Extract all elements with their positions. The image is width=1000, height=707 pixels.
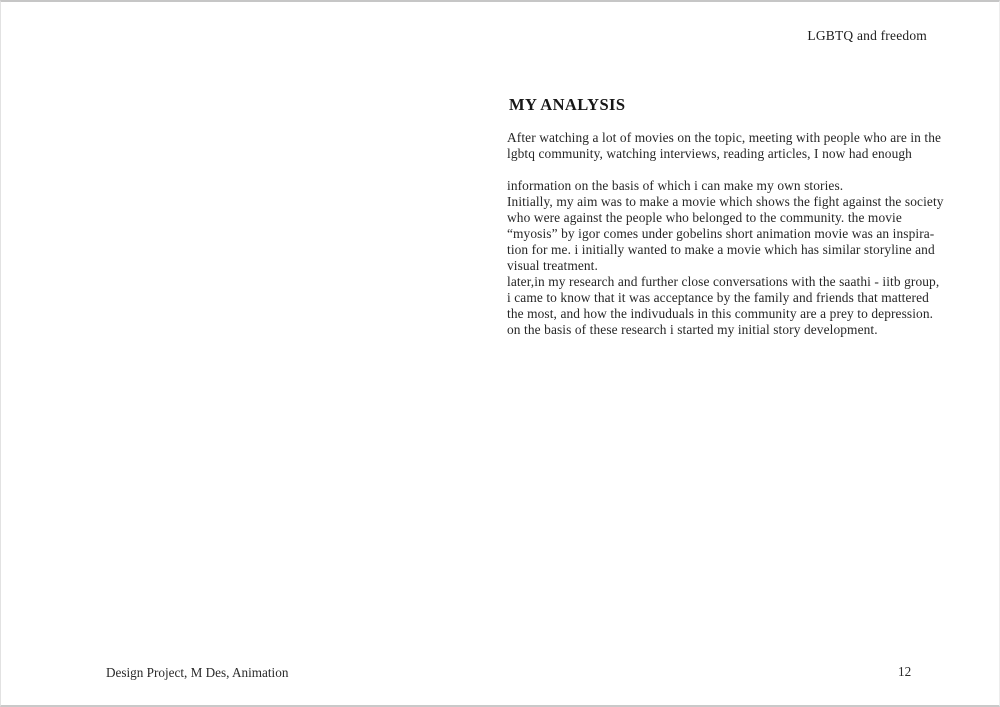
page-title: MY ANALYSIS	[509, 95, 626, 114]
body-text-line: on the basis of these research i started my initial story development.	[507, 322, 878, 337]
body-text-line: visual treatment.	[507, 258, 598, 273]
footer-project-label: Design Project, M Des, Animation	[106, 665, 289, 680]
body-text-line: who were against the people who belonged to the community. the movie	[507, 210, 902, 225]
body-text-line: i came to know that it was acceptance by the family and friends that mattered	[507, 290, 929, 305]
body-text-line: information on the basis of which i can make my own stories.	[507, 178, 844, 193]
body-text-line: lgbtq community, watching interviews, reading articles, I now had enough	[507, 146, 912, 161]
body-text-line: Initially, my aim was to make a movie which shows the fight against the society	[507, 194, 944, 209]
body-text-line: “myosis” by igor comes under gobelins short animation movie was an inspira-	[507, 226, 935, 241]
body-text-line: later,in my research and further close conversations with the saathi - iitb group,	[507, 274, 940, 289]
body-text-line: tion for me. i initially wanted to make a movie which has similar storyline and	[507, 242, 935, 257]
body-text	[507, 130, 944, 338]
body-text-line	[507, 162, 939, 178]
page-number: 12	[898, 664, 912, 679]
body-text-line: the most, and how the indivuduals in this community are a prey to depression.	[507, 306, 934, 321]
running-header: LGBTQ and freedom	[807, 28, 927, 43]
body-text-line: After watching a lot of movies on the topic, meeting with people who are in the	[507, 130, 942, 145]
